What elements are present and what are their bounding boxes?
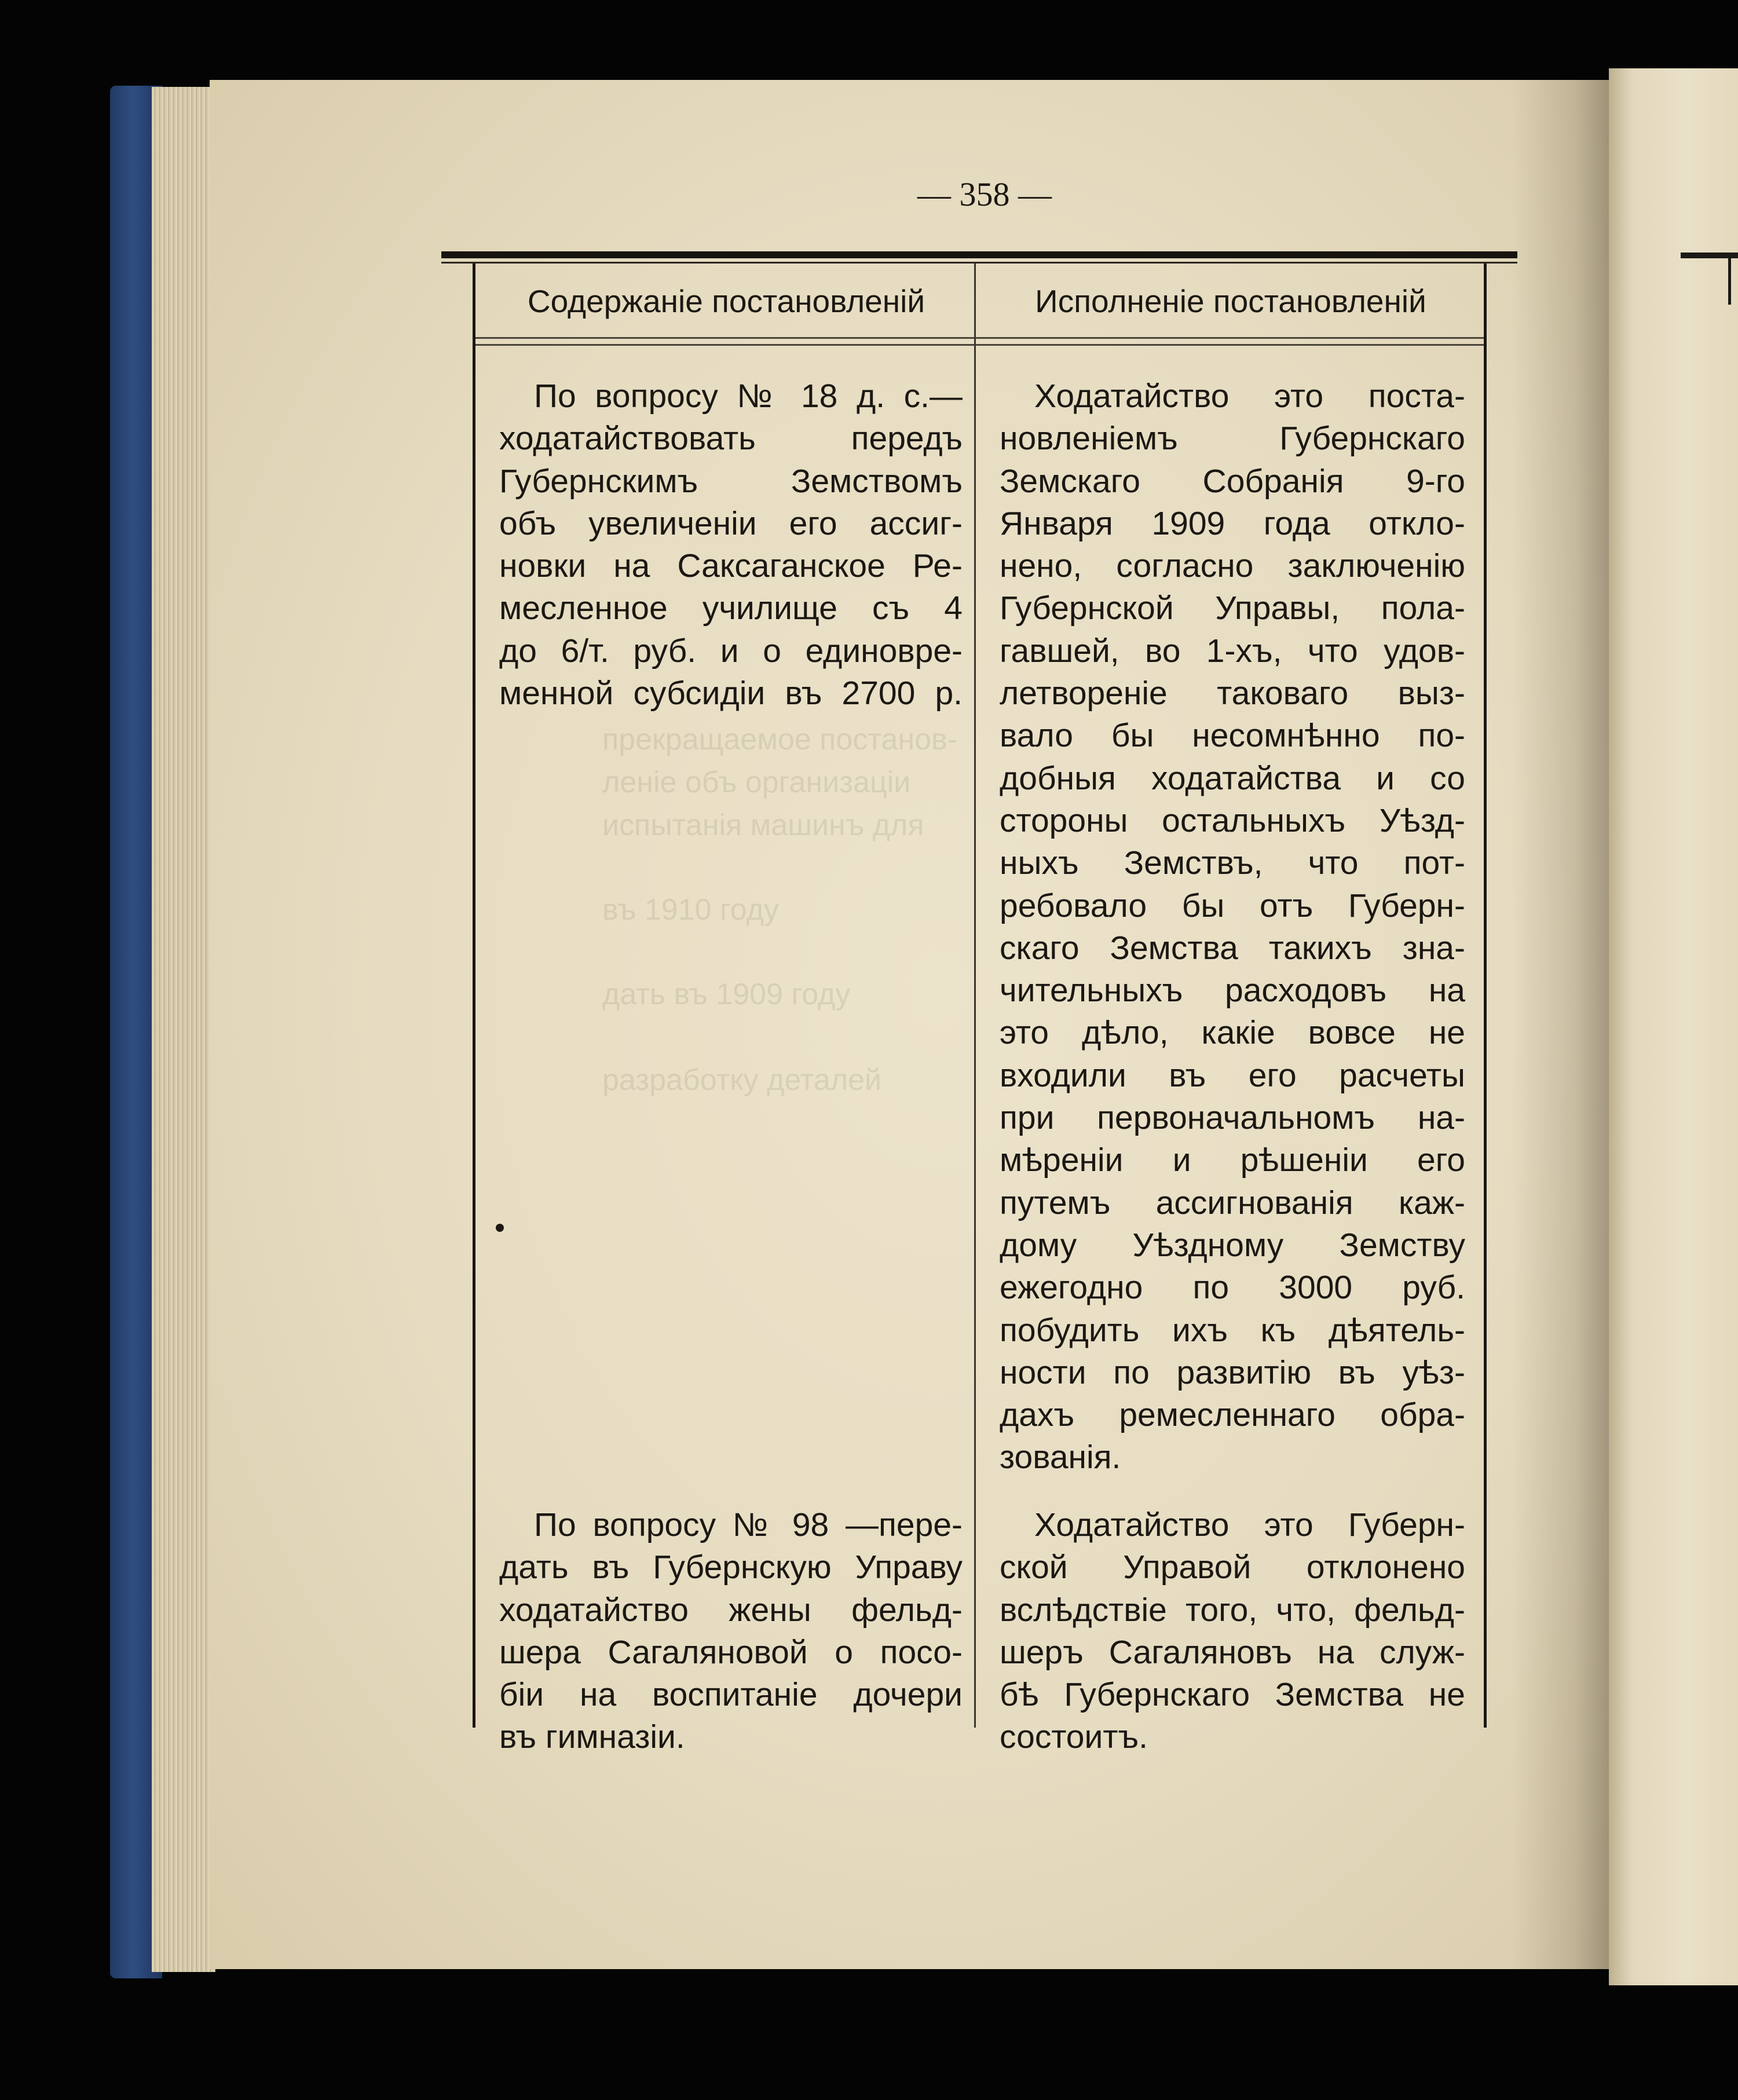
bleed-through-text: разработку деталей [602,1063,882,1097]
text-line: По вопросу № 98 —пере- [534,1506,963,1543]
text-line: зованія. [1000,1439,1121,1476]
facing-page-rule [1681,253,1738,258]
table-top-rule [441,251,1517,258]
text-line: Губернской Управы, пола- [1000,590,1465,627]
text-line: ежегодно по 3000 руб. [1000,1269,1465,1307]
page-block-edge [152,87,215,1972]
text-line: мѣреніи и рѣшеніи его [1000,1142,1465,1179]
text-line: новки на Саксаганское Ре- [499,547,963,585]
facing-page-column-line [1728,258,1731,305]
text-line: стороны остальныхъ Уѣзд- [1000,802,1465,839]
header-rule [475,337,1484,339]
text-line: ребовало бы отъ Губерн- [1000,887,1465,924]
text-line: нено, согласно заключенію [1000,547,1465,585]
column-header-execution: Исполненіе постановленій [1035,283,1426,319]
entry-2-execution [1000,1504,1465,1759]
text-line: ныхъ Земствъ, что пот- [1000,844,1465,882]
table-column-divider [974,264,976,1728]
text-line: Ходатайство это поста- [1034,378,1465,415]
text-line: состоитъ. [1000,1718,1148,1756]
entry-1-content [499,375,963,715]
bleed-through-text: дать въ 1909 году [602,978,851,1011]
bleed-through-text: испытанія машинъ для [602,808,924,842]
text-line: летвореніе таковаго выз- [1000,675,1465,712]
text-line: входили въ его расчеты [1000,1056,1465,1094]
text-line: бѣ Губернскаго Земства не [1000,1676,1465,1714]
facing-page [1609,68,1738,1985]
text-line: Ходатайство это Губерн- [1034,1506,1465,1543]
text-line: вало бы несомнѣнно по- [1000,717,1465,755]
text-line: чительныхъ расходовъ на [1000,972,1465,1009]
text-line: это дѣло, какіе вовсе не [1000,1014,1465,1052]
text-line: шеръ Сагаляновъ на служ- [1000,1633,1465,1671]
page-number: — 358 — [917,175,1052,213]
text-line: ской Управой отклонено [1000,1549,1465,1586]
text-line: побудить ихъ къ дѣятель- [1000,1311,1465,1349]
text-line: Января 1909 года откло- [1000,504,1465,542]
text-line: дахъ ремесленнаго обра- [1000,1396,1465,1434]
text-line: при первоначальномъ на- [1000,1099,1465,1137]
column-header-content: Содержаніе постановленій [527,283,925,319]
text-line: добныя ходатайства и со [1000,759,1465,797]
table-top-rule-thin [441,262,1517,264]
text-line: дать въ Губернскую Управу [499,1549,963,1586]
text-line: Земскаго Собранія 9-го [1000,462,1465,500]
table-right-border [1484,264,1487,1728]
text-line: шера Сагаляновой о посо- [499,1633,963,1671]
entry-2-content [499,1504,963,1759]
text-line: въ гимназіи. [499,1718,685,1756]
text-line: объ увеличеніи его ассиг- [499,504,963,542]
text-line: ходатайствовать передъ [499,420,963,458]
text-line: По вопросу № 18 д. с.— [534,378,963,415]
text-line: ности по развитію въ уѣз- [1000,1353,1465,1391]
text-line: менной субсидіи въ 2700 р. [499,675,963,712]
text-line: скаго Земства такихъ зна- [1000,929,1465,967]
bleed-through-text: леніе объ организаціи [602,766,911,799]
text-line: месленное училище съ 4 [499,590,963,627]
entry-1-execution [1000,375,1465,1479]
text-line: гавшей, во 1-хъ, что удов- [1000,632,1465,669]
text-line: до 6/т. руб. и о единовре- [499,632,963,669]
ink-dot [496,1224,504,1232]
text-line: вслѣдствіе того, что, фельд- [1000,1591,1465,1629]
header-rule-double [475,344,1484,346]
bleed-through-text: прекращаемое постанов- [602,723,958,756]
text-line: дому Уѣздному Земству [1000,1226,1465,1264]
text-line: путемъ ассигнованія каж- [1000,1184,1465,1221]
text-line: біи на воспитаніе дочери [499,1676,963,1714]
text-line: ходатайство жены фельд- [499,1591,963,1629]
text-line: Губернскимъ Земствомъ [499,462,963,500]
text-line: новленіемъ Губернскаго [1000,420,1465,458]
table-left-border [473,264,475,1728]
bleed-through-text: въ 1910 году [602,893,779,927]
